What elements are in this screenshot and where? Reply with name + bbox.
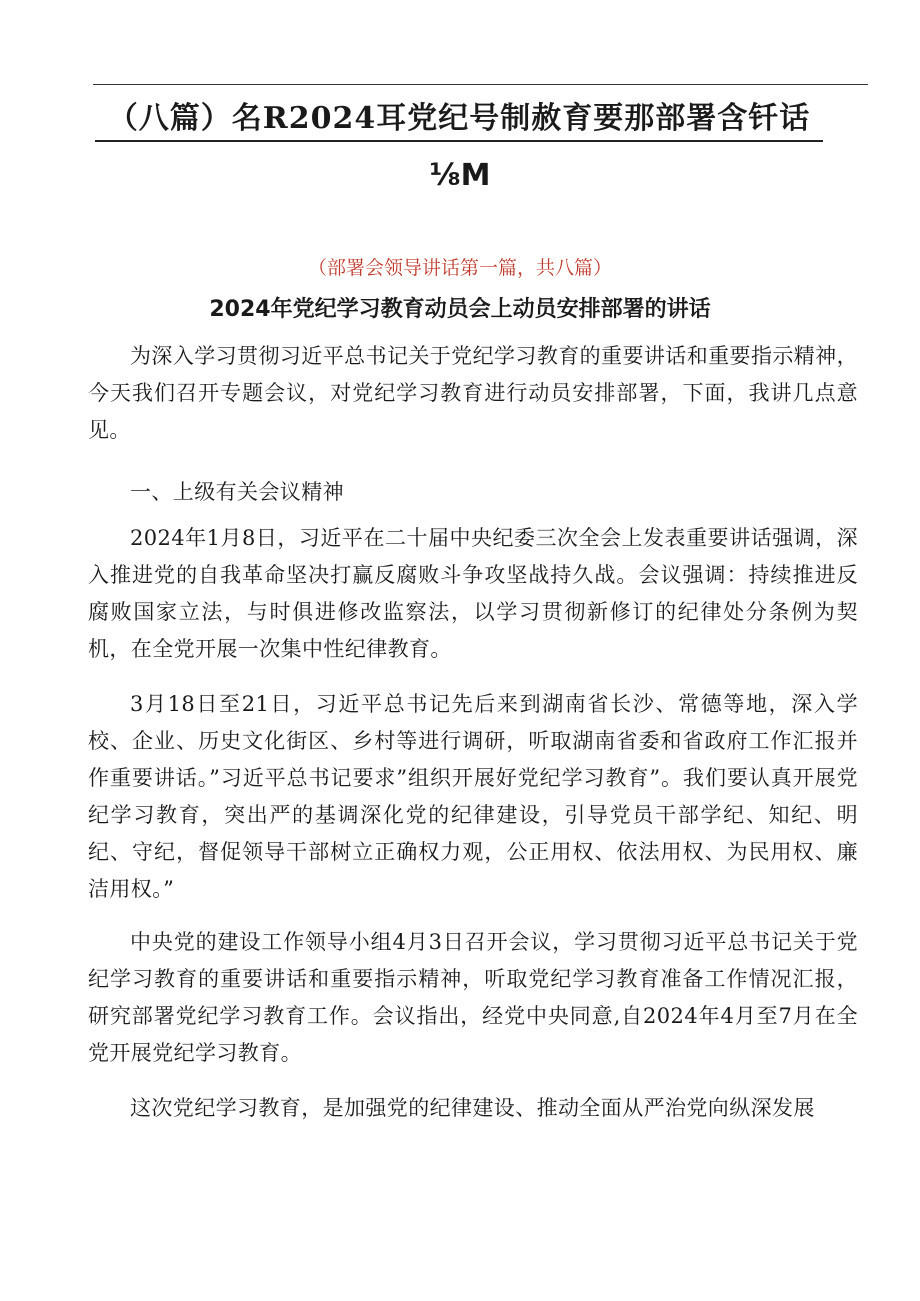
header-rule xyxy=(93,84,868,85)
article-tag: （部署会领导讲话第一篇，共八篇） xyxy=(307,257,612,279)
paragraph-april-meeting: 中央党的建设工作领导小组4月3日召开会议，学习贯彻习近平总书记关于党纪学习教育的重要讲话和重要指示精神，听取党纪学习教育准备工作情况汇报，研究部署党纪学习教育工作。会议指出，经党中央同意,自2024年4月至7月在全党开展党纪学习教育。 xyxy=(88,930,858,1065)
document-title: （八篇）名R2024耳党纪号制赦育要那部署含钎话 xyxy=(95,98,823,142)
speech-body xyxy=(88,338,858,1127)
paragraph-hunan-visit: 3月18日至21日，习近平总书记先后来到湖南省长沙、常德等地，深入学校、企业、历史文化街区、乡村等进行调研，听取湖南省委和省政府工作汇报并作重要讲话。”习近平总书记要求”组织开展好党纪学习教育”。我们要认真开展党纪学习教育，突出严的基调深化党的纪律建设，引导党员干部学纪、知纪、明纪、守纪，督促领导干部树立正确权力观，公正用权、依法用权、为民用权、廉洁用权。” xyxy=(88,692,858,901)
document-subtitle: ⅛M xyxy=(429,158,491,193)
paragraph-significance: 这次党纪学习教育，是加强党的纪律建设、推动全面从严治党向纵深发展 xyxy=(130,1096,815,1120)
paragraph-jan-plenary: 2024年1月8日，习近平在二十届中央纪委三次全会上发表重要讲话强调，深入推进党的自我革命坚决打赢反腐败斗争攻坚战持久战。会议强调：持续推进反腐败国家立法，与时俱进修改监察法，以学习贯彻新修订的纪律处分条例为契机，在全党开展一次集中性纪律教育。 xyxy=(88,526,858,661)
paragraph-intro: 为深入学习贯彻习近平总书记关于党纪学习教育的重要讲话和重要指示精神，今天我们召开专题会议，对党纪学习教育进行动员安排部署，下面，我讲几点意见。 xyxy=(88,344,858,442)
speech-title: 2024年党纪学习教育动员会上动员安排部署的讲话 xyxy=(209,297,711,322)
section-heading-1: 一、上级有关会议精神 xyxy=(130,480,344,504)
